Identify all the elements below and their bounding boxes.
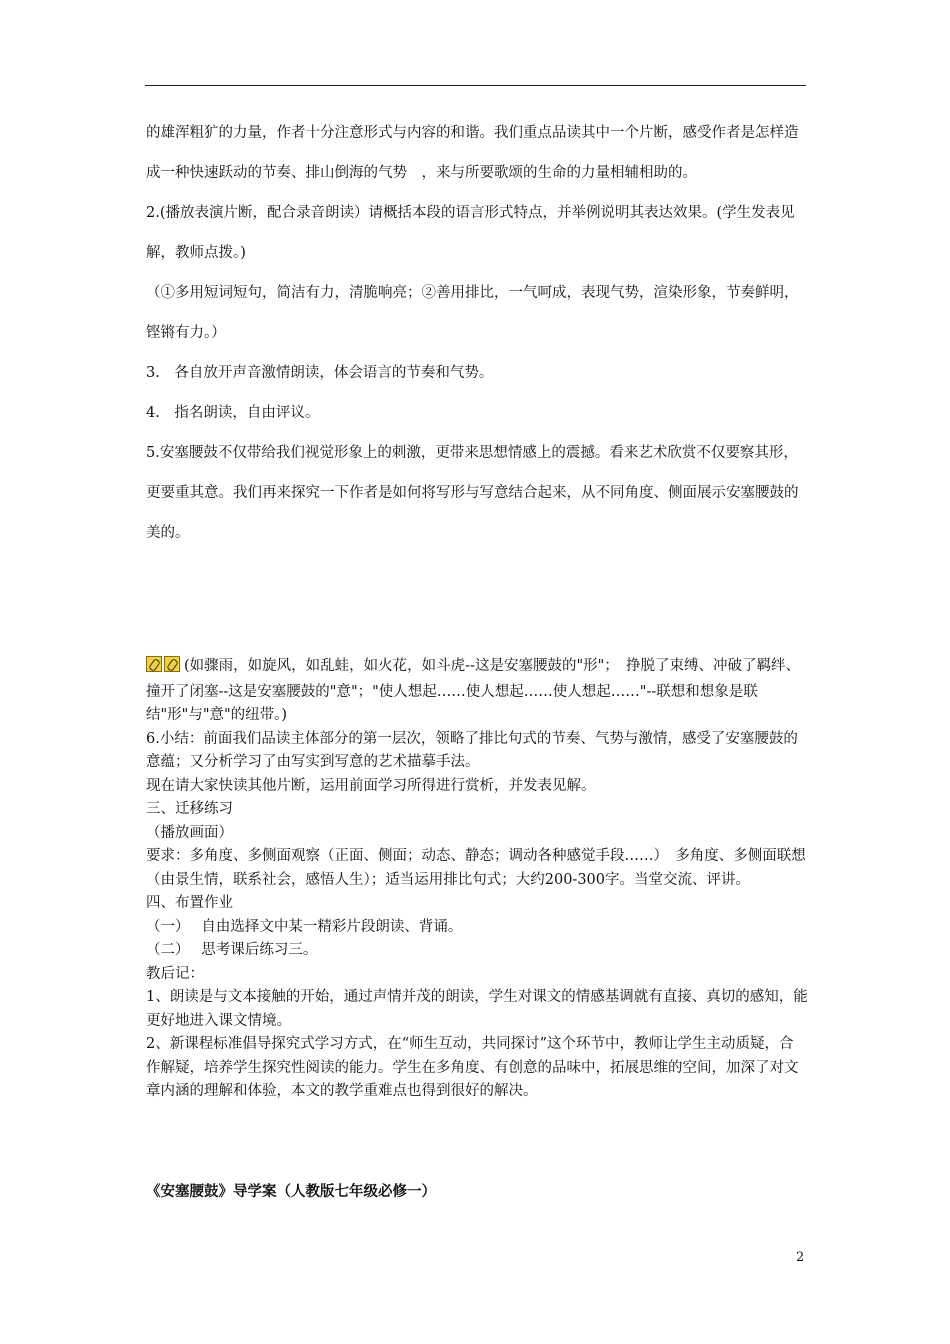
paragraph: 教后记： (146, 965, 204, 982)
header-rule (145, 85, 806, 86)
paragraph: （播放画面） (146, 824, 233, 841)
edit-icons (146, 656, 182, 681)
paragraph: 现在请大家快读其他片断，运用前面学习所得进行赏析，并发表见解。 (146, 777, 596, 794)
pencil-icon (146, 656, 162, 672)
paragraph: （一） 自由选择文中某一精彩片段朗读、背诵。 (146, 918, 463, 935)
main-paragraphs (146, 113, 808, 553)
pencil-icon (164, 656, 180, 672)
paragraph: （①多用短词短句，简洁有力，清脆响亮；②善用排比，一气呵成，表现气势，渲染形象，节奏鲜明，铿锵有力。） (146, 285, 799, 341)
page-number: 2 (796, 1250, 805, 1265)
paragraph: 要求：多角度、多侧面观察（正面、侧面；动态、静态；调动各种感觉手段……） 多角度、多侧面联想（由景生情，联系社会，感悟人生）；适当运用排比句式；大约200-300字。当堂交流、评讲。 (146, 848, 806, 888)
icon-paragraph-text: (如骤雨，如旋风，如乱蛙，如火花，如斗虎--这是安塞腰鼓的"形"； 挣脱了束缚、冲破了羁绊、撞开了闭塞--这是安塞腰鼓的"意"；"使人想起……使人想起……使人想起……"--联想和想象是联结"形"与"意"的纽带。) (146, 658, 801, 723)
icon-paragraph (146, 655, 808, 728)
section-heading: 三、迁移练习 (146, 801, 233, 817)
paragraph: 6.小结：前面我们品读主体部分的第一层次，领略了排比句式的节奏、气势与激情，感受了安塞腰鼓的意蕴；又分析学习了由写实到写意的艺术描摹手法。 (146, 730, 798, 770)
paragraph: 5.安塞腰鼓不仅带给我们视觉形象上的刺激，更带来思想情感上的震撼。看来艺术欣赏不仅要察其形，更要重其意。我们再来探究一下作者是如何将写形与写意结合起来，从不同角度、侧面展示安塞腰鼓的美的。 (146, 445, 799, 541)
paragraph: （二） 思考课后练习三。 (146, 942, 318, 958)
paragraph: 4. 指名朗读，自由评议。 (146, 405, 320, 421)
paragraph: 的雄浑粗犷的力量，作者十分注意形式与内容的和谐。我们重点品读其中一个片断，感受作者是怎样造成一种快速跃动的节奏、排山倒海的气势 ，来与所要歌颂的生命的力量相辅相助的。 (146, 125, 799, 181)
document-title: 《安塞腰鼓》导学案（人教版七年级必修一） (146, 1183, 436, 1200)
paragraph: 2.(播放表演片断，配合录音朗读）请概括本段的语言形式特点，并举例说明其表达效果。(学生发表见解，教师点拨。) (146, 205, 795, 261)
lesson-notes (146, 655, 808, 1104)
paragraph: 1、朗读是与文本接触的开始，通过声情并茂的朗读，学生对课文的情感基调就有直接、真切的感知，能更好地进入课文情境。 (146, 989, 808, 1029)
section-heading: 四、布置作业 (146, 895, 233, 911)
paragraph: 3. 各自放开声音激情朗读，体会语言的节奏和气势。 (146, 365, 494, 381)
paragraph: 2、新课程标准倡导探究式学习方式，在“师生互动，共同探讨”这个环节中，教师让学生主动质疑，合作解疑，培养学生探究性阅读的能力。学生在多角度、有创意的品味中，拓展思维的空间，加深了对文章内涵的理解和体验，本文的教学重难点也得到很好的解决。 (146, 1036, 799, 1099)
